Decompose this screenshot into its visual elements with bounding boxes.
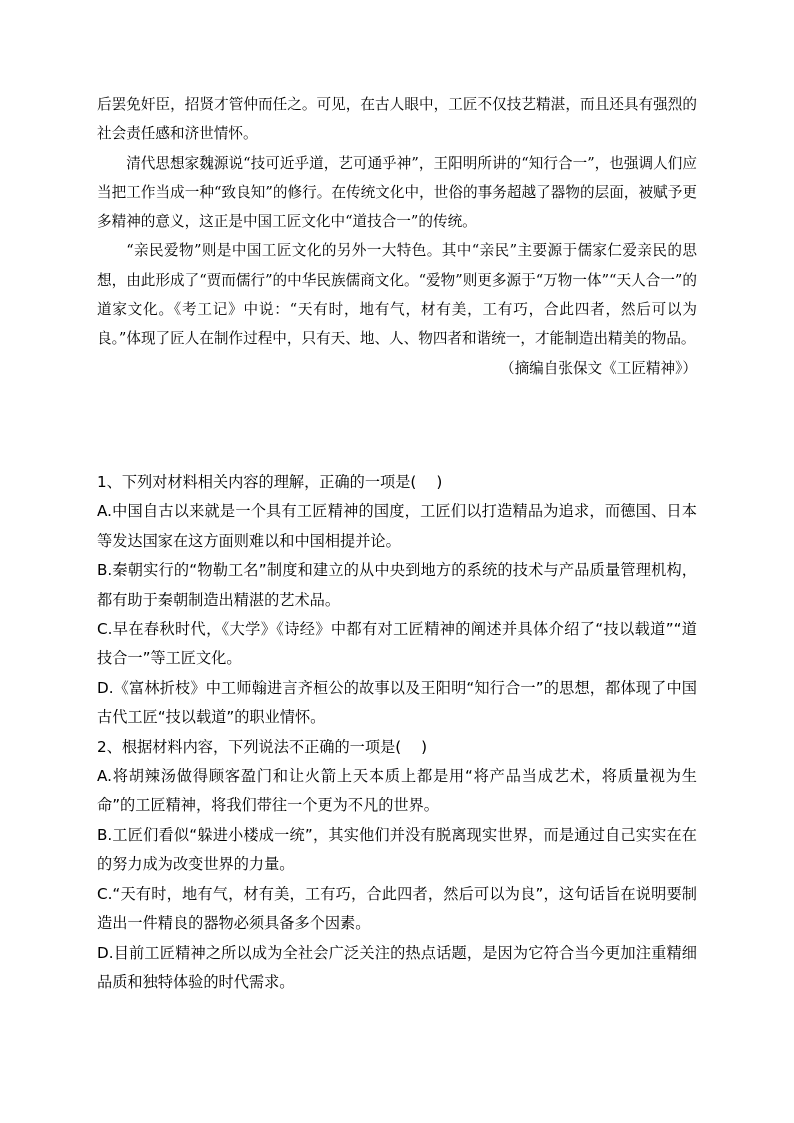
question-section — [97, 468, 697, 997]
answer-option-b: B.秦朝实行的“物勒工名”制度和建立的从中央到地方的系统的技术与产品质量管理机构，都有助于秦朝制造出精湛的艺术品。 — [97, 561, 697, 609]
answer-option-c: C.早在春秋时代，《大学》《诗经》中都有对工匠精神的阐述并具体介绍了“技以载道”“道技合一”等工匠文化。 — [97, 620, 697, 668]
answer-option-d: D.目前工匠精神之所以成为全社会广泛关注的热点话题，是因为它符合当今更加注重精细品质和独特体验的时代需求。 — [97, 943, 697, 991]
answer-option-a: A.中国自古以来就是一个具有工匠精神的国度，工匠们以打造精品为追求，而德国、日本等发达国家在这方面则难以和中国相提并论。 — [97, 502, 697, 550]
passage-paragraph: “亲民爱物”则是中国工匠文化的另外一大特色。其中“亲民”主要源于儒家仁爱亲民的思想，由此形成了“贾而儒行”的中华民族儒商文化。“爱物”则更多源于“万物一体”“天人合一”的道家文化。《考工记》中说：“天有时，地有气，材有美，工有巧，合此四者，然后可以为良。”体现了匠人在制作过程中，只有天、地、人、物四者和谐统一，才能制造出精美的物品。 — [97, 242, 697, 348]
reading-passage — [97, 90, 697, 383]
answer-option-a: A.将胡辣汤做得顾客盈门和让火箭上天本质上都是用“将产品当成艺术，将质量视为生命”的工匠精神，将我们带往一个更为不凡的世界。 — [97, 767, 697, 815]
question-stem: 1、下列对材料相关内容的理解，正确的一项是( ) — [97, 473, 443, 491]
passage-paragraph: 后罢免奸臣，招贤才管仲而任之。可见，在古人眼中，工匠不仅技艺精湛，而且还具有强烈的社会责任感和济世情怀。 — [97, 96, 697, 143]
passage-paragraph: 清代思想家魏源说“技可近乎道，艺可通乎神”，王阳明所讲的“知行合一”，也强调人们应当把工作当成一种“致良知”的修行。在传统文化中，世俗的事务超越了器物的层面，被赋予更多精神的意义，这正是中国工匠文化中“道技合一”的传统。 — [97, 154, 697, 231]
answer-option-b: B.工匠们看似“躲进小楼成一统”，其实他们并没有脱离现实世界，而是通过自己实实在在的努力成为改变世界的力量。 — [97, 825, 697, 874]
answer-option-c: C.“天有时，地有气，材有美，工有巧，合此四者，然后可以为良”，这句话旨在说明要制造出一件精良的器物必须具备多个因素。 — [97, 884, 697, 933]
question-stem: 2、根据材料内容，下列说法不正确的一项是( ) — [97, 737, 428, 756]
passage-source: （摘编自张保文《工匠精神》） — [499, 359, 697, 377]
answer-option-d: D.《富林折枝》中工师翰进言齐桓公的故事以及王阳明“知行合一”的思想，都体现了中国古代工匠“技以载道”的职业情怀。 — [97, 678, 697, 727]
